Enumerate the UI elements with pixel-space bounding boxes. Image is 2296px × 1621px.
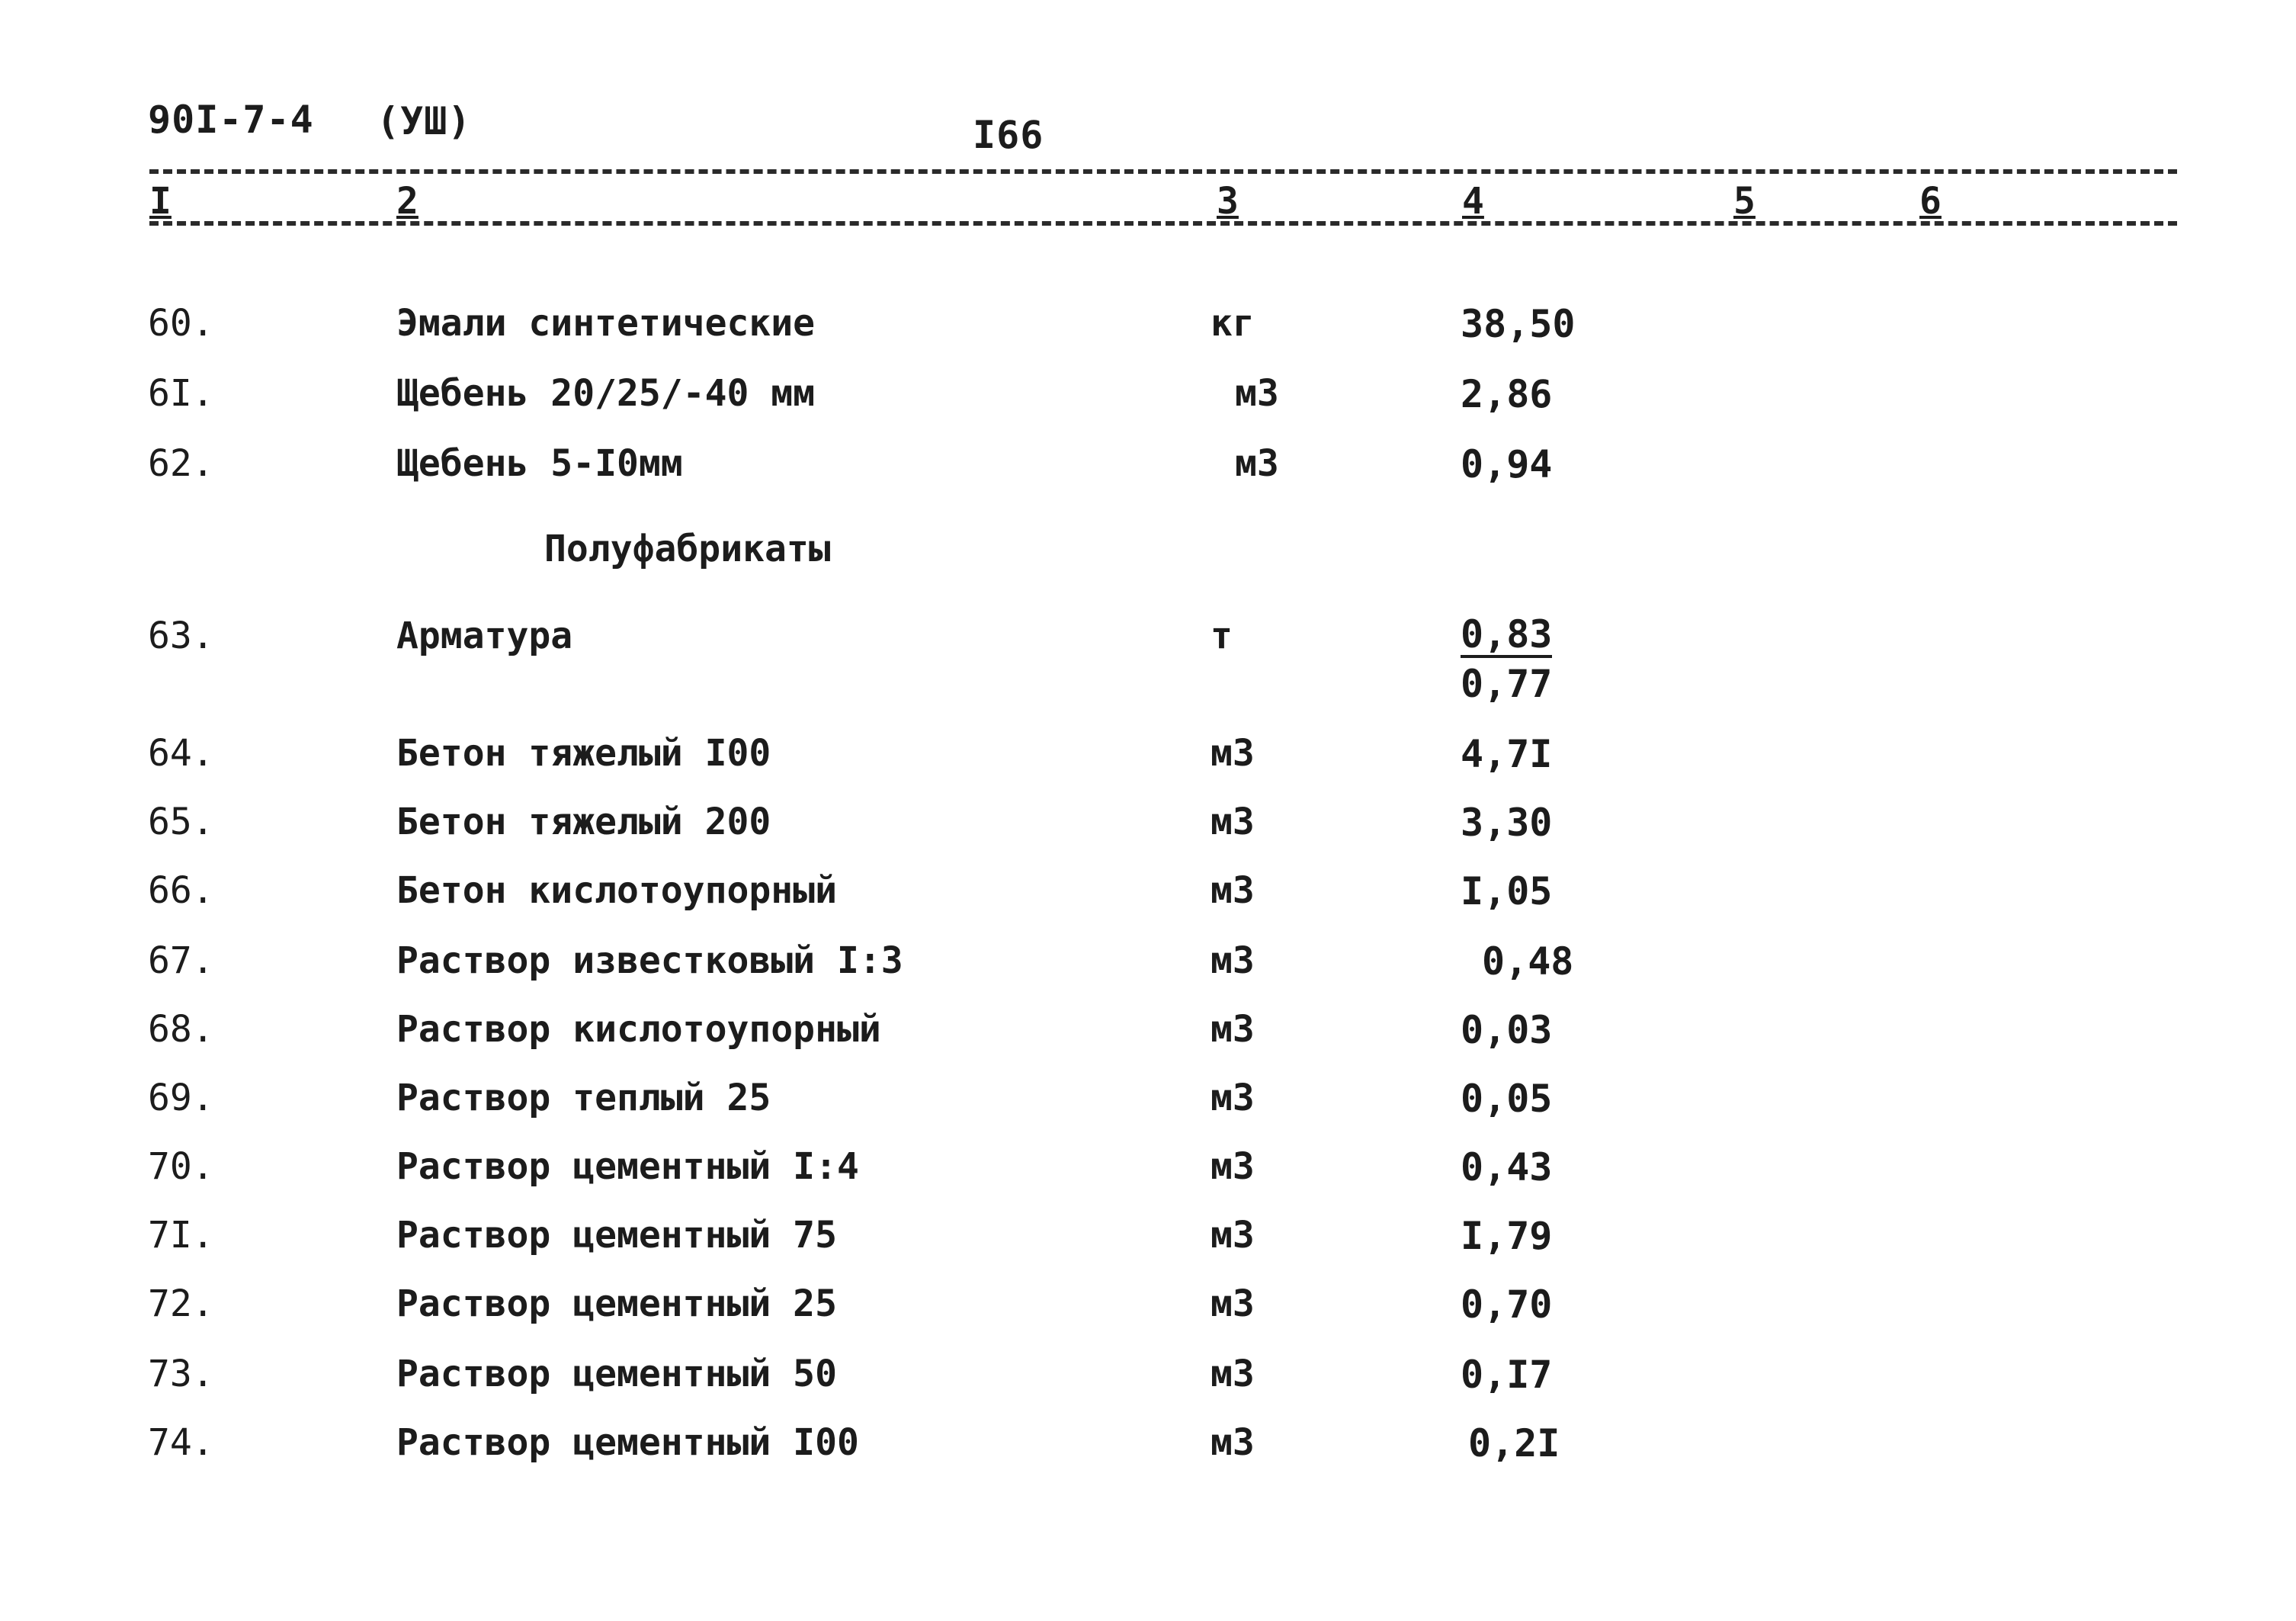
quantity: 2,86 <box>1461 372 1553 416</box>
quantity: I,79 <box>1461 1214 1553 1258</box>
unit: м3 <box>1211 1214 1255 1257</box>
page-number: I66 <box>973 113 1044 157</box>
table-row <box>0 1077 2296 1138</box>
table-row <box>0 869 2296 930</box>
unit: м3 <box>1211 801 1255 843</box>
quantity: 0,94 <box>1461 442 1553 486</box>
table-row <box>0 302 2296 363</box>
material-name: Раствор теплый 25 <box>396 1077 771 1119</box>
header-rule-top <box>149 169 2177 174</box>
material-name: Щебень 5-I0мм <box>396 442 683 485</box>
unit: м3 <box>1211 1077 1255 1119</box>
unit: м3 <box>1211 732 1255 775</box>
column-header-5: 5 <box>1733 180 1756 223</box>
quantity: 0,03 <box>1461 1008 1553 1052</box>
material-name: Раствор кислотоупорный <box>396 1008 881 1051</box>
row-number: 7I. <box>148 1214 214 1257</box>
material-name: Раствор цементный 50 <box>396 1353 837 1395</box>
unit: м3 <box>1211 1145 1255 1188</box>
quantity: 0,43 <box>1461 1145 1553 1189</box>
doc-code: 90I-7-4 <box>148 98 314 142</box>
quantity-denominator: 0,77 <box>1461 662 1553 706</box>
material-name: Эмали синтетические <box>396 302 816 345</box>
quantity: 0,2I <box>1468 1421 1560 1465</box>
row-number: 63. <box>148 615 214 657</box>
unit: м3 <box>1235 442 1279 485</box>
material-name: Арматура <box>396 615 573 657</box>
quantity: 0,48 <box>1482 939 1574 984</box>
material-name: Бетон кислотоупорный <box>396 869 837 912</box>
row-number: 65. <box>148 801 214 843</box>
quantity: 3,30 <box>1461 801 1553 845</box>
quantity: 38,50 <box>1461 302 1576 346</box>
row-number: 72. <box>148 1282 214 1325</box>
section-title: Полуфабрикаты <box>544 528 831 570</box>
quantity: 4,7I <box>1461 732 1553 776</box>
table-row <box>0 1353 2296 1414</box>
quantity-numerator: 0,83 <box>1461 612 1553 656</box>
material-name: Щебень 20/25/-40 мм <box>396 372 816 415</box>
quantity: 0,70 <box>1461 1282 1553 1327</box>
material-name: Раствор цементный 75 <box>396 1214 837 1257</box>
table-row <box>0 612 2296 721</box>
row-number: 73. <box>148 1353 214 1395</box>
material-name: Бетон тяжелый I00 <box>396 732 771 775</box>
material-name: Раствор известковый I:3 <box>396 939 903 982</box>
quantity: I,05 <box>1461 869 1553 913</box>
table-row <box>0 801 2296 862</box>
table-row <box>0 1145 2296 1206</box>
table-row <box>0 1282 2296 1343</box>
material-name: Раствор цементный I:4 <box>396 1145 859 1188</box>
unit: м3 <box>1211 869 1255 912</box>
unit: кг <box>1211 302 1255 345</box>
column-header-1: I <box>149 180 172 223</box>
row-number: 67. <box>148 939 214 982</box>
quantity: 0,05 <box>1461 1077 1553 1121</box>
quantity: 0,I7 <box>1461 1353 1553 1397</box>
material-name: Раствор цементный I00 <box>396 1421 859 1464</box>
unit: м3 <box>1211 1008 1255 1051</box>
table-row <box>0 1008 2296 1069</box>
table-row <box>0 732 2296 793</box>
table-row <box>0 939 2296 1000</box>
header-rule-bottom <box>149 221 2177 226</box>
column-header-3: 3 <box>1217 180 1239 223</box>
table-row <box>0 1421 2296 1482</box>
unit: м3 <box>1235 372 1279 415</box>
unit: м3 <box>1211 1421 1255 1464</box>
row-number: 74. <box>148 1421 214 1464</box>
row-number: 68. <box>148 1008 214 1051</box>
table-row <box>0 442 2296 503</box>
row-number: 6I. <box>148 372 214 415</box>
column-header-2: 2 <box>396 180 418 223</box>
column-header-4: 4 <box>1462 180 1484 223</box>
row-number: 66. <box>148 869 214 912</box>
row-number: 60. <box>148 302 214 345</box>
row-number: 69. <box>148 1077 214 1119</box>
unit: м3 <box>1211 939 1255 982</box>
unit: м3 <box>1211 1353 1255 1395</box>
unit: т <box>1211 615 1233 657</box>
row-number: 70. <box>148 1145 214 1188</box>
volume-label: (УШ) <box>377 99 472 143</box>
row-number: 64. <box>148 732 214 775</box>
column-header-6: 6 <box>1919 180 1942 223</box>
unit: м3 <box>1211 1282 1255 1325</box>
material-name: Бетон тяжелый 200 <box>396 801 771 843</box>
table-row <box>0 372 2296 433</box>
row-number: 62. <box>148 442 214 485</box>
table-row <box>0 1214 2296 1275</box>
material-name: Раствор цементный 25 <box>396 1282 837 1325</box>
